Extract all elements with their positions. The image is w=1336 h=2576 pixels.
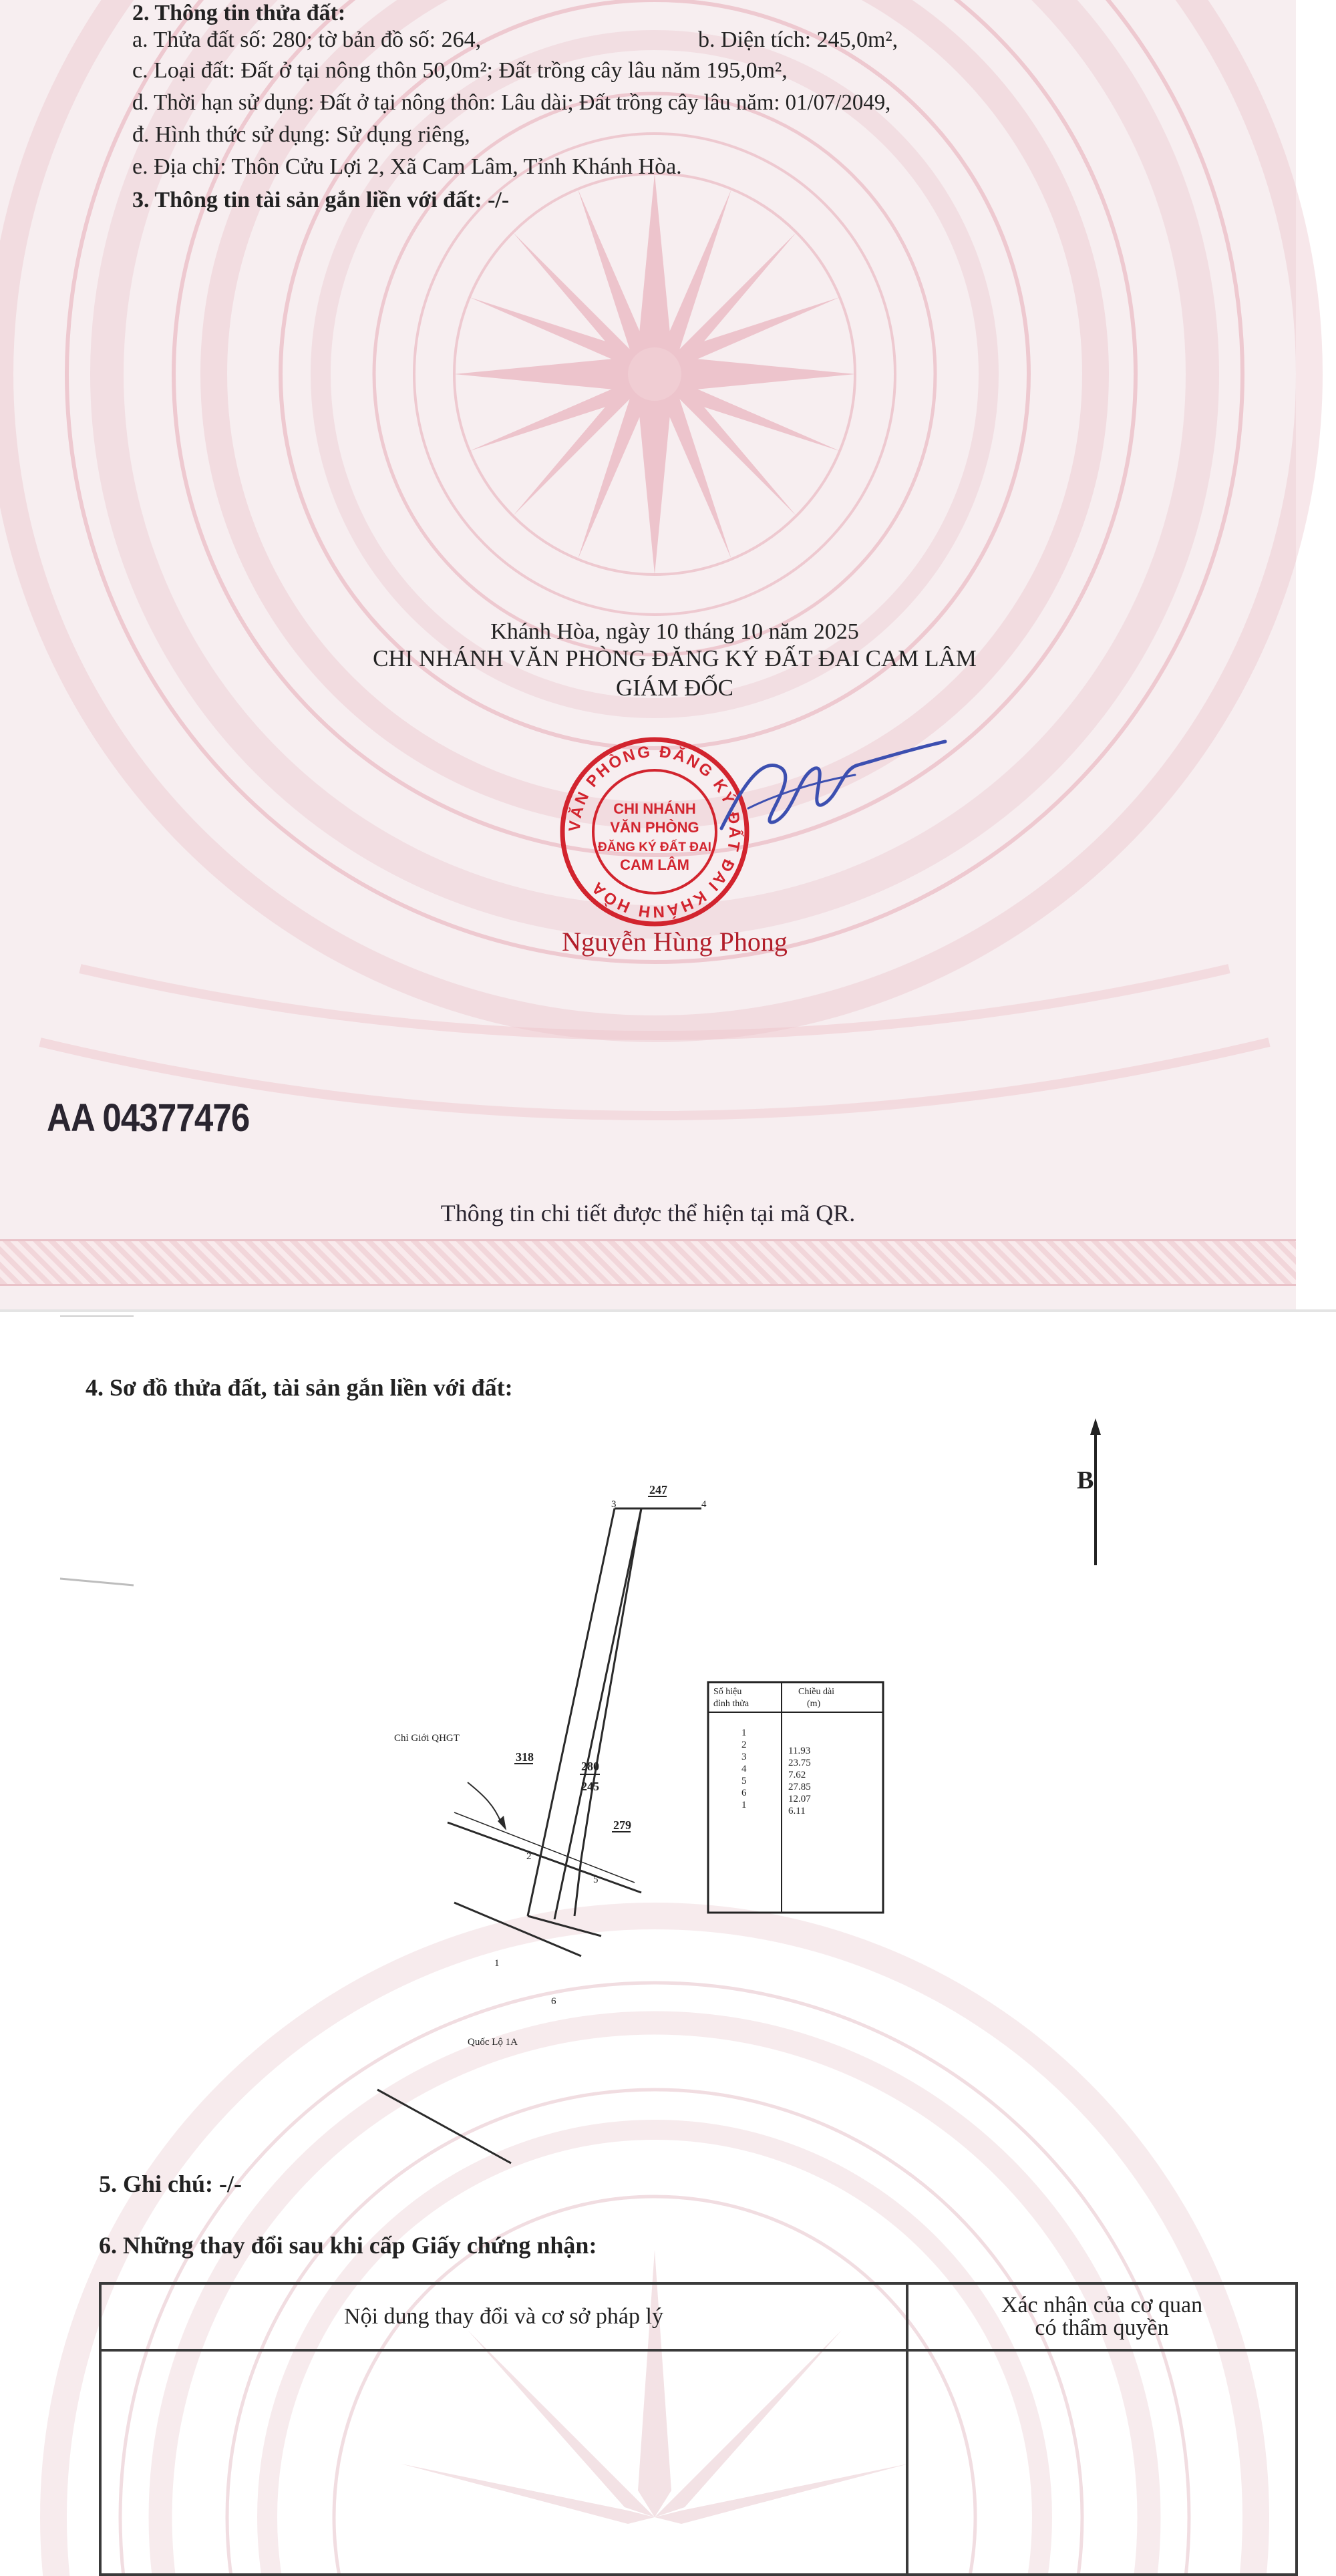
authority-confirmation-header <box>907 2283 1297 2350</box>
changes-content-header: Nội dung thay đổi và cơ sở pháp lý <box>100 2283 907 2350</box>
vertex-length-table <box>708 1682 883 1913</box>
area-line: b. Diện tích: 245,0m², <box>698 27 898 52</box>
authority-header-line-2: có thẩm quyền <box>1035 2315 1169 2340</box>
seal-ring-text: VĂN PHÒNG ĐĂNG KÝ ĐẤT ĐAI KHÁNH HÒA <box>565 742 744 921</box>
certificate-changes-table <box>99 2282 1298 2576</box>
section-4-title: 4. Sơ đồ thửa đất, tài sản gắn liền với đất: <box>86 1374 513 1401</box>
signer-position: GIÁM ĐỐC <box>616 675 733 701</box>
vertex-row-id: 1 <box>741 1728 747 1738</box>
usage-term-line: d. Thời hạn sử dụng: Đất ở tại nông thôn: Lâu dài; Đất trồng cây lâu năm: 01/07/2049, <box>132 90 891 115</box>
vertex-row-length: 6.11 <box>788 1806 806 1816</box>
table-header-vertex-1: Số hiệu <box>713 1687 742 1697</box>
certificate-serial-number: AA 04377476 <box>47 1096 250 1140</box>
table-header-length-2: (m) <box>807 1699 821 1709</box>
vertex-row-id: 2 <box>741 1740 747 1750</box>
section-5-title: 5. Ghi chú: -/- <box>99 2170 242 2197</box>
vertex-row-id: 5 <box>741 1776 747 1786</box>
parcel-area-label: 245 <box>581 1780 599 1793</box>
section-3-title: 3. Thông tin tài sản gắn liền với đất: -/- <box>132 188 510 212</box>
neighbor-left-label: 318 <box>516 1750 534 1764</box>
vertex-6: 6 <box>551 1996 556 2007</box>
parcel-number-line: a. Thửa đất số: 280; tờ bản đồ số: 264, <box>132 27 482 52</box>
handwritten-signature <box>681 728 949 842</box>
seal-line-1: CHI NHÁNH <box>613 800 696 817</box>
vertex-row-id: 4 <box>741 1764 747 1774</box>
certificate-page-front <box>0 0 1296 1309</box>
usage-form-line: đ. Hình thức sử dụng: Sử dụng riêng, <box>132 122 470 147</box>
neighbor-top-label: 247 <box>649 1483 667 1496</box>
neighbor-right-label: 279 <box>613 1818 631 1832</box>
land-plot-diagram <box>361 1422 962 2048</box>
road-label: Quốc Lộ 1A <box>468 2037 518 2048</box>
changes-content-cell <box>100 2350 907 2575</box>
vertex-row-id: 6 <box>741 1788 747 1798</box>
page-divider <box>0 1309 1336 1312</box>
table-header-row <box>100 2283 1297 2350</box>
certificate-page-back <box>0 1315 1336 2571</box>
boundary-label: Chỉ Giới QHGT <box>394 1733 460 1744</box>
land-type-line: c. Loại đất: Đất ở tại nông thôn 50,0m²; Đất trồng cây lâu năm 195,0m², <box>132 58 788 83</box>
section-2-title: 2. Thông tin thửa đất: <box>132 1 346 25</box>
section-6-title: 6. Những thay đổi sau khi cấp Giấy chứng nhận: <box>99 2232 597 2259</box>
signer-name: Nguyễn Hùng Phong <box>562 927 788 957</box>
vertex-row-length: 11.93 <box>788 1746 811 1756</box>
authority-header-line-1: Xác nhận của cơ quan <box>1001 2293 1203 2317</box>
vertex-row-length: 12.07 <box>788 1794 811 1804</box>
north-arrow-icon <box>1075 1418 1116 1565</box>
issue-date-line: Khánh Hòa, ngày 10 tháng 10 năm 2025 <box>490 619 859 644</box>
vertex-1: 1 <box>494 1958 500 1969</box>
vertex-4: 4 <box>701 1499 707 1510</box>
vertex-row-id: 3 <box>741 1752 747 1762</box>
vertex-row-length: 27.85 <box>788 1782 811 1792</box>
decorative-border-band <box>0 1239 1296 1286</box>
north-label: B <box>1077 1466 1094 1494</box>
vertex-row-id: 1 <box>741 1800 747 1810</box>
authority-confirmation-cell <box>907 2350 1297 2575</box>
table-empty-row <box>100 2350 1297 2575</box>
vertex-2: 2 <box>526 1851 532 1862</box>
table-header-length-1: Chiều dài <box>798 1687 835 1697</box>
address-line: e. Địa chỉ: Thôn Cửu Lợi 2, Xã Cam Lâm, Tỉnh Khánh Hòa. <box>132 154 682 179</box>
vertex-5: 5 <box>593 1875 599 1885</box>
issuing-office: CHI NHÁNH VĂN PHÒNG ĐĂNG KÝ ĐẤT ĐAI CAM LÂM <box>373 645 977 671</box>
parcel-number-label: 280 <box>581 1760 599 1773</box>
qr-note: Thông tin chi tiết được thể hiện tại mã QR. <box>440 1200 856 1227</box>
vertex-3: 3 <box>611 1499 617 1510</box>
seal-line-2: VĂN PHÒNG <box>610 819 699 836</box>
table-header-vertex-2: đỉnh thửa <box>713 1699 749 1709</box>
seal-line-3: ĐĂNG KÝ ĐẤT ĐAI <box>598 840 711 854</box>
vertex-row-length: 7.62 <box>788 1770 806 1780</box>
vertex-row-length: 23.75 <box>788 1758 811 1768</box>
seal-line-4: CAM LÂM <box>620 856 689 873</box>
